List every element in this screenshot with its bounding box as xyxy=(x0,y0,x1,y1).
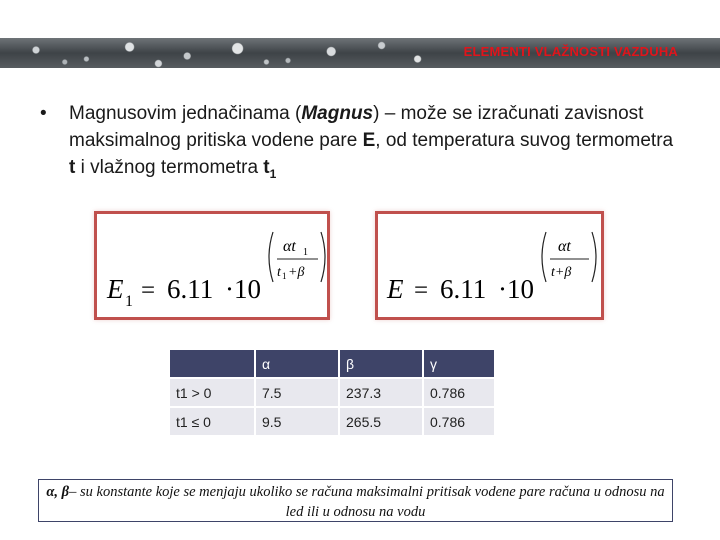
constants-note xyxy=(38,479,673,522)
header-banner xyxy=(0,38,720,68)
bullet-t1: $t_1$ xyxy=(263,157,277,181)
table-header-row xyxy=(170,350,496,379)
formula-wet-paren-right xyxy=(321,232,325,282)
note-text: – su konstante koje se menjaju ukoliko se računa maksimalni pritisak vodene pare računa u odnosu na led ili u odnosu na vodu xyxy=(69,484,665,520)
formula-dry-base: 10 xyxy=(507,274,534,304)
formula-dry-dot: · xyxy=(498,274,507,304)
formula-wet-numerator-sub: 1 xyxy=(303,247,308,258)
bullet-magnus: Magnus xyxy=(301,103,374,124)
bullet-t: t xyxy=(69,157,76,178)
slide-title: ELEMENTI VLAŽNOSTI VAZDUHA xyxy=(463,44,678,59)
formula-wet-paren-left xyxy=(269,232,273,282)
formula-wet-base: 10 xyxy=(234,274,261,304)
formula-wet-lhs: E xyxy=(107,274,124,304)
table-cell: 7.5 xyxy=(256,379,340,408)
formula-dry-paren-left xyxy=(542,232,546,282)
bullet-text-7: i vlažnog termometra xyxy=(75,157,264,178)
formula-wet-den-rest: +β xyxy=(288,265,305,280)
table-row xyxy=(170,408,496,437)
table-row xyxy=(170,379,496,408)
bullet-text-5: , od temperatura suvog termometra xyxy=(375,130,674,151)
bullet-text-3: ) – može se izračunati zavisnost maksimalnog pritiska vodene pare xyxy=(69,103,644,151)
constants-table xyxy=(170,350,496,437)
formula-wet-den-t: t xyxy=(277,265,281,280)
table-cell: t1 > 0 xyxy=(170,379,256,408)
table-cell: t1 ≤ 0 xyxy=(170,408,256,437)
formula-dry-paren-right xyxy=(592,232,596,282)
formula-wet-den-sub: 1 xyxy=(282,271,287,281)
table-cell: 9.5 xyxy=(256,408,340,437)
bullet-text-1: Magnusovim jednačinama ( xyxy=(69,103,302,124)
formula-box-wet xyxy=(94,211,330,320)
table-cell: 265.5 xyxy=(340,408,424,437)
table-cell: 0.786 xyxy=(424,379,496,408)
formula-wet xyxy=(97,214,327,317)
formula-dry-numerator: αt xyxy=(558,238,571,255)
table-cell: 0.786 xyxy=(424,408,496,437)
table-header-cell: γ xyxy=(424,350,496,379)
formula-dry-lhs: E xyxy=(387,274,404,304)
formula-wet-equals: = xyxy=(141,277,156,304)
table-header-cell xyxy=(170,350,256,379)
table-cell: 237.3 xyxy=(340,379,424,408)
formula-wet-coef: 6.11 xyxy=(167,274,214,304)
formula-dry-coef: 6.11 xyxy=(440,274,487,304)
formula-wet-lhs-sub: 1 xyxy=(125,293,133,310)
formula-wet-dot: · xyxy=(225,274,234,304)
table-header-cell: α xyxy=(256,350,340,379)
formula-wet-numerator: αt xyxy=(283,238,296,255)
formula-dry-denominator: t+β xyxy=(551,265,572,280)
formula-dry-equals: = xyxy=(414,277,429,304)
bullet-E: E xyxy=(362,130,376,151)
bullet-paragraph xyxy=(40,100,680,188)
note-bold: α, β xyxy=(46,484,70,500)
table-header-cell: β xyxy=(340,350,424,379)
formula-dry xyxy=(378,214,601,317)
bullet-marker: • xyxy=(40,103,47,124)
formula-box-dry xyxy=(375,211,604,320)
